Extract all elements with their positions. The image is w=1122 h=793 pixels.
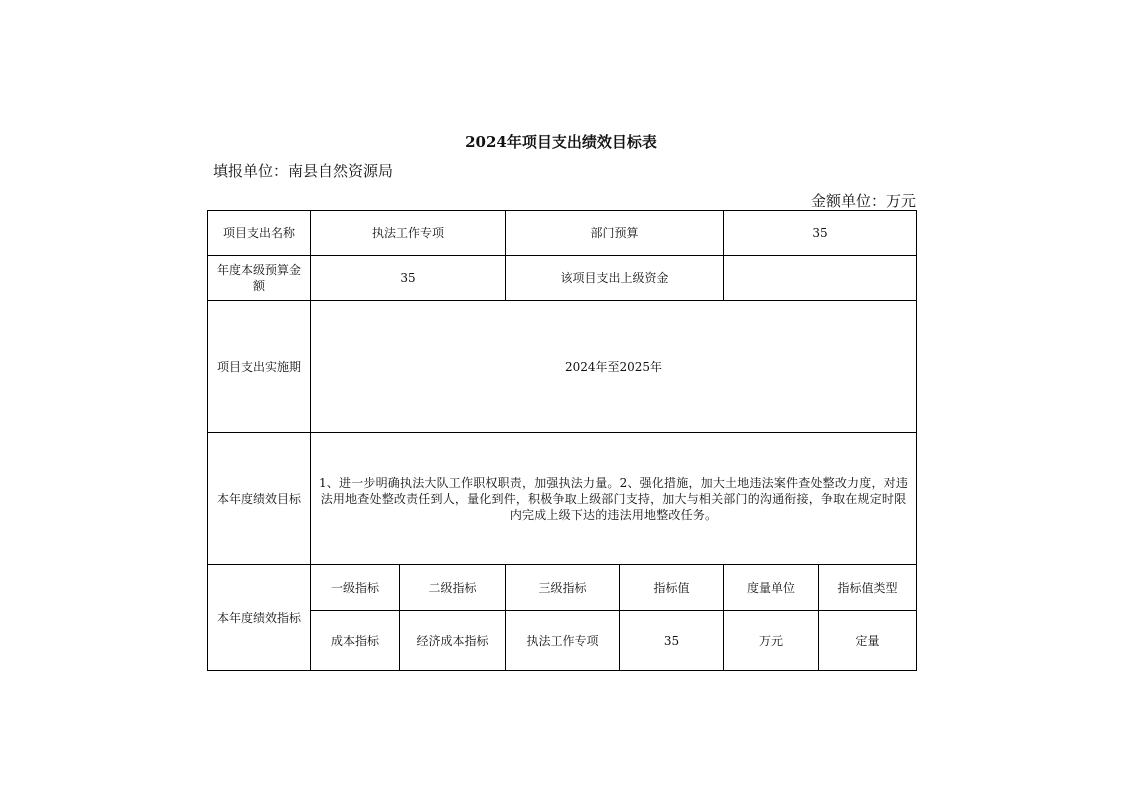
annual-budget-label: 年度本级预算金额 — [208, 256, 311, 301]
indicator-header: 二级指标 — [400, 565, 506, 611]
table-row — [208, 256, 917, 301]
budget-value: 35 — [724, 211, 917, 256]
upper-funds-label: 该项目支出上级资金 — [506, 256, 724, 301]
indicator-cell: 成本指标 — [311, 611, 400, 671]
table-row — [208, 301, 917, 433]
page-title: 2024年项目支出绩效目标表 — [465, 133, 657, 151]
performance-table — [207, 210, 917, 671]
budget-label: 部门预算 — [506, 211, 724, 256]
indicator-header: 指标值 — [620, 565, 724, 611]
annual-budget-value: 35 — [311, 256, 506, 301]
table-row — [208, 433, 917, 565]
indicator-cell: 执法工作专项 — [506, 611, 620, 671]
upper-funds-value — [724, 256, 917, 301]
project-name-label: 项目支出名称 — [208, 211, 311, 256]
indicator-header: 三级指标 — [506, 565, 620, 611]
table-row — [208, 565, 917, 611]
indicator-header: 一级指标 — [311, 565, 400, 611]
indicator-header: 指标值类型 — [819, 565, 917, 611]
indicator-cell: 35 — [620, 611, 724, 671]
period-value: 2024年至2025年 — [311, 301, 917, 433]
indicator-cell: 经济成本指标 — [400, 611, 506, 671]
table-row — [208, 211, 917, 256]
period-label: 项目支出实施期 — [208, 301, 311, 433]
indicator-cell: 万元 — [724, 611, 819, 671]
goal-value: 1、进一步明确执法大队工作职权职责，加强执法力量。2、强化措施，加大土地违法案件查处整改力度，对违法用地查处整改责任到人，量化到件，积极争取上级部门支持，加大与相关部门的沟通衔接，争取在规定时限内完成上级下达的违法用地整改任务。 — [311, 433, 917, 565]
indicator-header: 度量单位 — [724, 565, 819, 611]
amount-unit: 金额单位：万元 — [810, 192, 916, 210]
project-name-value: 执法工作专项 — [311, 211, 506, 256]
filler-unit: 填报单位：南县自然资源局 — [213, 162, 394, 180]
table-row — [208, 611, 917, 671]
indicators-label: 本年度绩效指标 — [208, 565, 311, 671]
indicator-cell: 定量 — [819, 611, 917, 671]
goal-label: 本年度绩效目标 — [208, 433, 311, 565]
